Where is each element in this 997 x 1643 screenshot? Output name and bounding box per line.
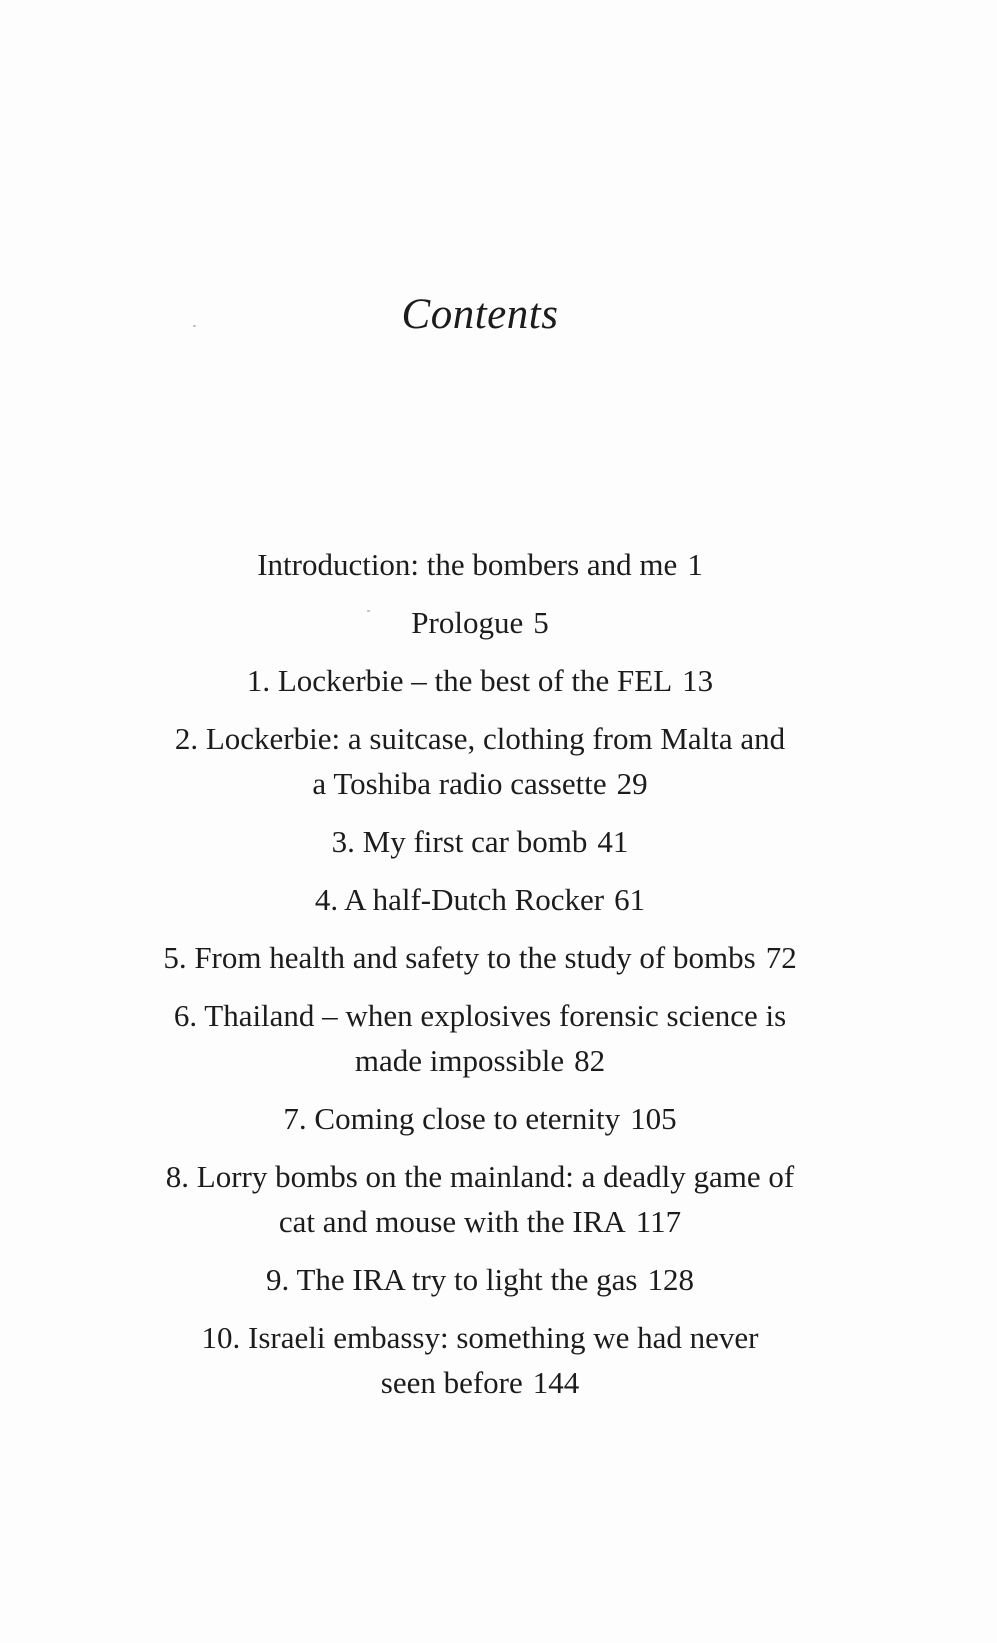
toc-entry-title: 8. Lorry bombs on the mainland: a deadly game of bbox=[165, 1159, 795, 1194]
toc-entry-title: made impossible bbox=[354, 1043, 565, 1078]
toc-entry-line bbox=[110, 542, 850, 587]
toc-entry-line bbox=[110, 1038, 850, 1083]
toc-entry-line bbox=[110, 993, 850, 1038]
toc-entry bbox=[110, 1257, 850, 1302]
toc-page-number: 61 bbox=[614, 882, 646, 917]
toc-page-number: 13 bbox=[682, 663, 714, 698]
toc-page-number: 72 bbox=[765, 940, 797, 975]
toc-entry-line bbox=[110, 1360, 850, 1405]
toc-page-number: 128 bbox=[647, 1262, 694, 1297]
toc-entry-title: Introduction: the bombers and me bbox=[257, 547, 678, 582]
toc-entry-title: 4. A half-Dutch Rocker bbox=[314, 882, 605, 917]
toc-entry-line bbox=[110, 935, 850, 980]
toc-entry bbox=[110, 877, 850, 922]
toc-entry-title: 7. Coming close to eternity bbox=[283, 1101, 621, 1136]
toc-entry-line bbox=[110, 1315, 850, 1360]
toc-entry-title: Prologue bbox=[411, 605, 524, 640]
toc-entry-title: a Toshiba radio cassette bbox=[312, 766, 607, 801]
toc-entry bbox=[110, 935, 850, 980]
toc-page-number: 82 bbox=[574, 1043, 606, 1078]
toc-entry-title: 3. My first car bomb bbox=[331, 824, 588, 859]
toc-entry bbox=[110, 542, 850, 587]
toc-page-number: 105 bbox=[630, 1101, 677, 1136]
toc-entry bbox=[110, 600, 850, 645]
toc-page-number: 117 bbox=[635, 1204, 682, 1239]
toc-entry bbox=[110, 1096, 850, 1141]
toc-entry bbox=[110, 993, 850, 1083]
toc-entry-line bbox=[110, 658, 850, 703]
toc-entry bbox=[110, 658, 850, 703]
toc-entry-line bbox=[110, 716, 850, 761]
toc-entry bbox=[110, 1315, 850, 1405]
toc-entry-title: 10. Israeli embassy: something we had never bbox=[201, 1320, 759, 1355]
toc-entry bbox=[110, 819, 850, 864]
toc-entry-line bbox=[110, 1199, 850, 1244]
toc-entry-title: seen before bbox=[380, 1365, 523, 1400]
toc-entry-title: 1. Lockerbie – the best of the FEL bbox=[246, 663, 673, 698]
toc-page-number: 41 bbox=[597, 824, 629, 859]
toc-page-number: 5 bbox=[533, 605, 549, 640]
toc-entry-line bbox=[110, 761, 850, 806]
toc-entry-title: 5. From health and safety to the study of bombs bbox=[163, 940, 756, 975]
toc-entry-title: 9. The IRA try to light the gas bbox=[266, 1262, 638, 1297]
toc-entry-line bbox=[110, 819, 850, 864]
toc-entry bbox=[110, 1154, 850, 1244]
toc-entry bbox=[110, 716, 850, 806]
toc-page-number: 29 bbox=[616, 766, 648, 801]
toc-entry-title: cat and mouse with the IRA bbox=[278, 1204, 626, 1239]
toc-entry-title: 6. Thailand – when explosives forensic science is bbox=[173, 998, 787, 1033]
toc-entry-line bbox=[110, 1096, 850, 1141]
page-title: Contents bbox=[401, 291, 559, 338]
toc-entry-line bbox=[110, 1257, 850, 1302]
toc-entry-line bbox=[110, 1154, 850, 1199]
toc-entry-line bbox=[110, 600, 850, 645]
toc-entry-title: 2. Lockerbie: a suitcase, clothing from Malta and bbox=[174, 721, 786, 756]
toc-entry-line bbox=[110, 877, 850, 922]
table-of-contents bbox=[110, 542, 850, 1418]
toc-page-number: 144 bbox=[532, 1365, 580, 1400]
toc-page-number: 1 bbox=[687, 547, 703, 582]
